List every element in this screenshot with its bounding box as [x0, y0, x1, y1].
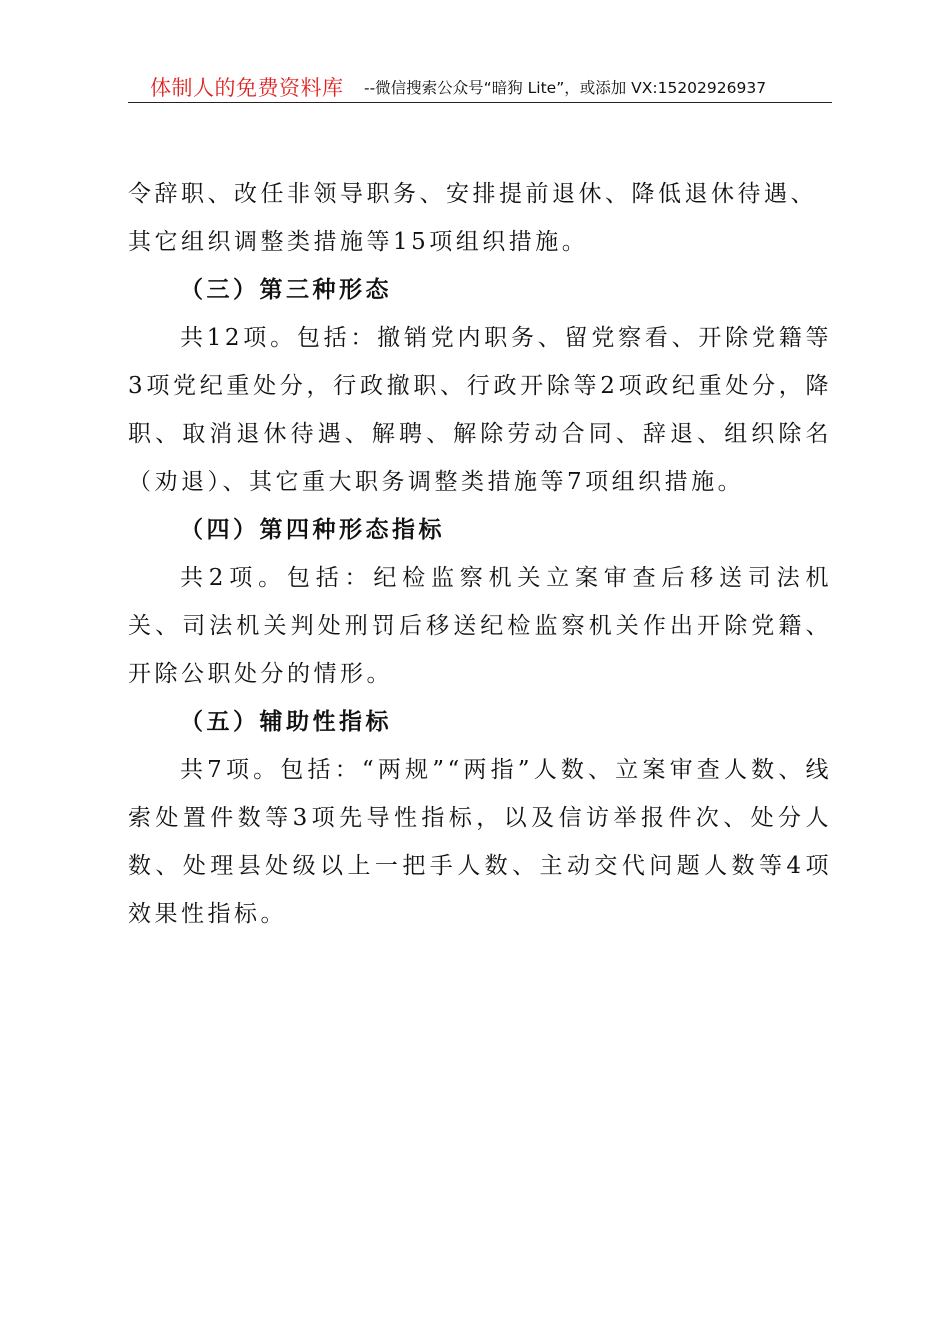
paragraph-auxiliary-indicators: 共7项。包括：“两规”“两指”人数、立案审查人数、线索处置件数等3项先导性指标，以及信访举报件次、处分人数、处理县处级以上一把手人数、主动交代问题人数等4项效果性指标。 [128, 757, 832, 927]
header-brand: 体制人的免费资料库 [150, 76, 344, 100]
heading-third-form: （三）第三种形态 [180, 276, 392, 303]
paragraph-continued-line1: 令辞职、改任非领导职务、安排提前退休、降低退休待遇、 [128, 181, 817, 207]
heading-fourth-form: （四）第四种形态指标 [180, 516, 445, 543]
header-info: --微信搜索公众号“暗狗 Lite”，或添加 VX:15202926937 [364, 79, 767, 97]
paragraph-third-form: 共12项。包括：撤销党内职务、留党察看、开除党籍等3项党纪重处分，行政撤职、行政开除等2项政纪重处分，降职、取消退休待遇、解聘、解除劳动合同、辞退、组织除名（劝退）、其它重大职务调整类措施等7项组织措施。 [128, 325, 832, 495]
document-body [128, 170, 832, 938]
paragraph-fourth-form: 共2项。包括：纪检监察机关立案审查后移送司法机关、司法机关判处刑罚后移送纪检监察机关作出开除党籍、开除公职处分的情形。 [128, 565, 832, 687]
heading-auxiliary-indicators: （五）辅助性指标 [180, 708, 392, 735]
paragraph-continued-line2: 其它组织调整类措施等15项组织措施。 [128, 229, 589, 255]
page-header [128, 70, 832, 103]
